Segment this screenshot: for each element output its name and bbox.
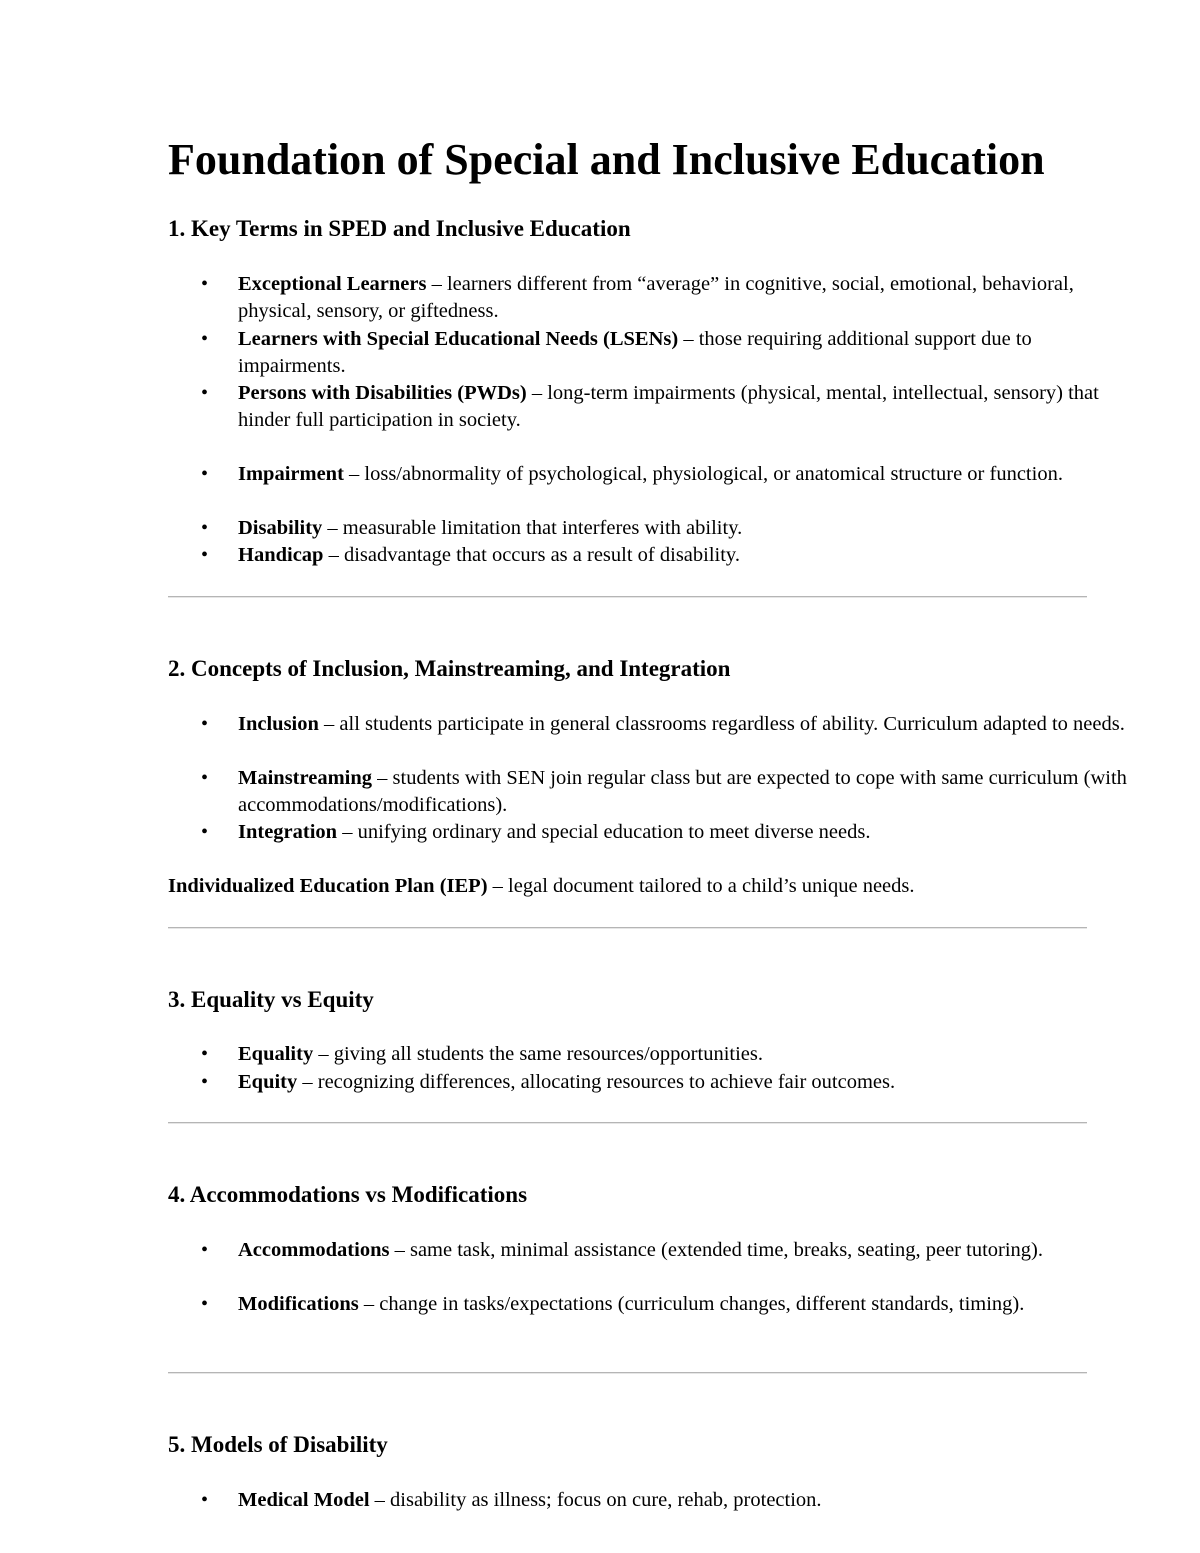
list-item [201,1041,1133,1068]
bullet-icon: • [201,382,209,404]
term-label: Exceptional Learners [238,273,427,295]
bullet-icon: • [201,1489,209,1511]
list-item [201,711,1133,738]
section-heading-equality-equity: 3. Equality vs Equity [168,987,374,1012]
list-item [201,326,1133,380]
list-item [201,1291,1133,1318]
term-label: Mainstreaming [238,767,373,789]
term-label: Equality [238,1043,314,1065]
term-label: Modifications [238,1293,359,1315]
term-label: Integration [238,821,338,843]
list-item [201,461,1133,488]
section-divider [168,927,1087,929]
term-label: Disability [238,517,323,539]
bullet-icon: • [201,1239,209,1261]
term-definition: – disadvantage that occurs as a result of disability. [323,544,740,566]
section-divider [168,1122,1087,1124]
term-label: Medical Model [238,1489,370,1511]
list-item [201,765,1133,819]
section-divider [168,596,1087,598]
list-item [201,542,1133,569]
bullet-icon: • [201,328,209,350]
term-label: Handicap [238,544,324,566]
list-item [201,380,1133,434]
bullet-icon: • [201,544,209,566]
bullet-icon: • [201,1293,209,1315]
bullet-icon: • [201,273,209,295]
term-label: Equity [238,1071,298,1093]
term-definition: – those requiring additional support due to impairments. [238,328,1032,377]
term-label: Accommodations [238,1239,390,1261]
bullet-icon: • [201,517,209,539]
term-definition: – same task, minimal assistance (extended time, breaks, seating, peer tutoring). [389,1239,1043,1261]
bullet-icon: • [201,767,209,789]
term-definition: – loss/abnormality of psychological, physiological, or anatomical structure or function. [343,463,1063,485]
list-item [201,819,1133,846]
term-definition: – students with SEN join regular class but are expected to cope with same curriculum (with accommodations/modifications). [238,767,1127,816]
document-title: Foundation of Special and Inclusive Education [168,135,1045,184]
term-label: Inclusion [238,713,319,735]
section-divider [168,1372,1087,1374]
term-definition: – legal document tailored to a child’s unique needs. [487,875,915,897]
term-definition: – learners different from “average” in cognitive, social, emotional, behavioral, physical, sensory, or giftedness. [238,273,1074,322]
term-definition: – change in tasks/expectations (curriculum changes, different standards, timing). [358,1293,1025,1315]
term-definition: – unifying ordinary and special education to meet diverse needs. [337,821,871,843]
list-item [201,1237,1133,1264]
term-definition: – measurable limitation that interferes with ability. [322,517,743,539]
list-item [201,515,1133,542]
term-definition: – long-term impairments (physical, mental, intellectual, sensory) that hinder full participation in society. [238,382,1099,431]
bullet-icon: • [201,1043,209,1065]
term-definition: – all students participate in general classrooms regardless of ability. Curriculum adapted to needs. [318,713,1125,735]
term-label: Persons with Disabilities (PWDs) [238,382,527,404]
list-item [201,1487,1133,1514]
section-heading-accommodations-modifications: 4. Accommodations vs Modifications [168,1182,528,1207]
term-definition: – recognizing differences, allocating resources to achieve fair outcomes. [297,1071,896,1093]
list-item [201,1069,1133,1096]
bullet-icon: • [201,821,209,843]
bullet-icon: • [201,713,209,735]
term-label: Individualized Education Plan (IEP) [168,875,488,897]
term-label: Impairment [238,463,344,485]
term-definition: – disability as illness; focus on cure, rehab, protection. [369,1489,822,1511]
list-item [201,271,1133,325]
section-heading-key-terms: 1. Key Terms in SPED and Inclusive Education [168,216,631,241]
iep-definition [168,873,1128,900]
section-heading-models-of-disability: 5. Models of Disability [168,1432,388,1457]
term-label: Learners with Special Educational Needs (LSENs) [238,328,679,350]
section-heading-inclusion-concepts: 2. Concepts of Inclusion, Mainstreaming, and Integration [168,656,731,681]
term-definition: – giving all students the same resources/opportunities. [313,1043,763,1065]
bullet-icon: • [201,463,209,485]
bullet-icon: • [201,1071,209,1093]
